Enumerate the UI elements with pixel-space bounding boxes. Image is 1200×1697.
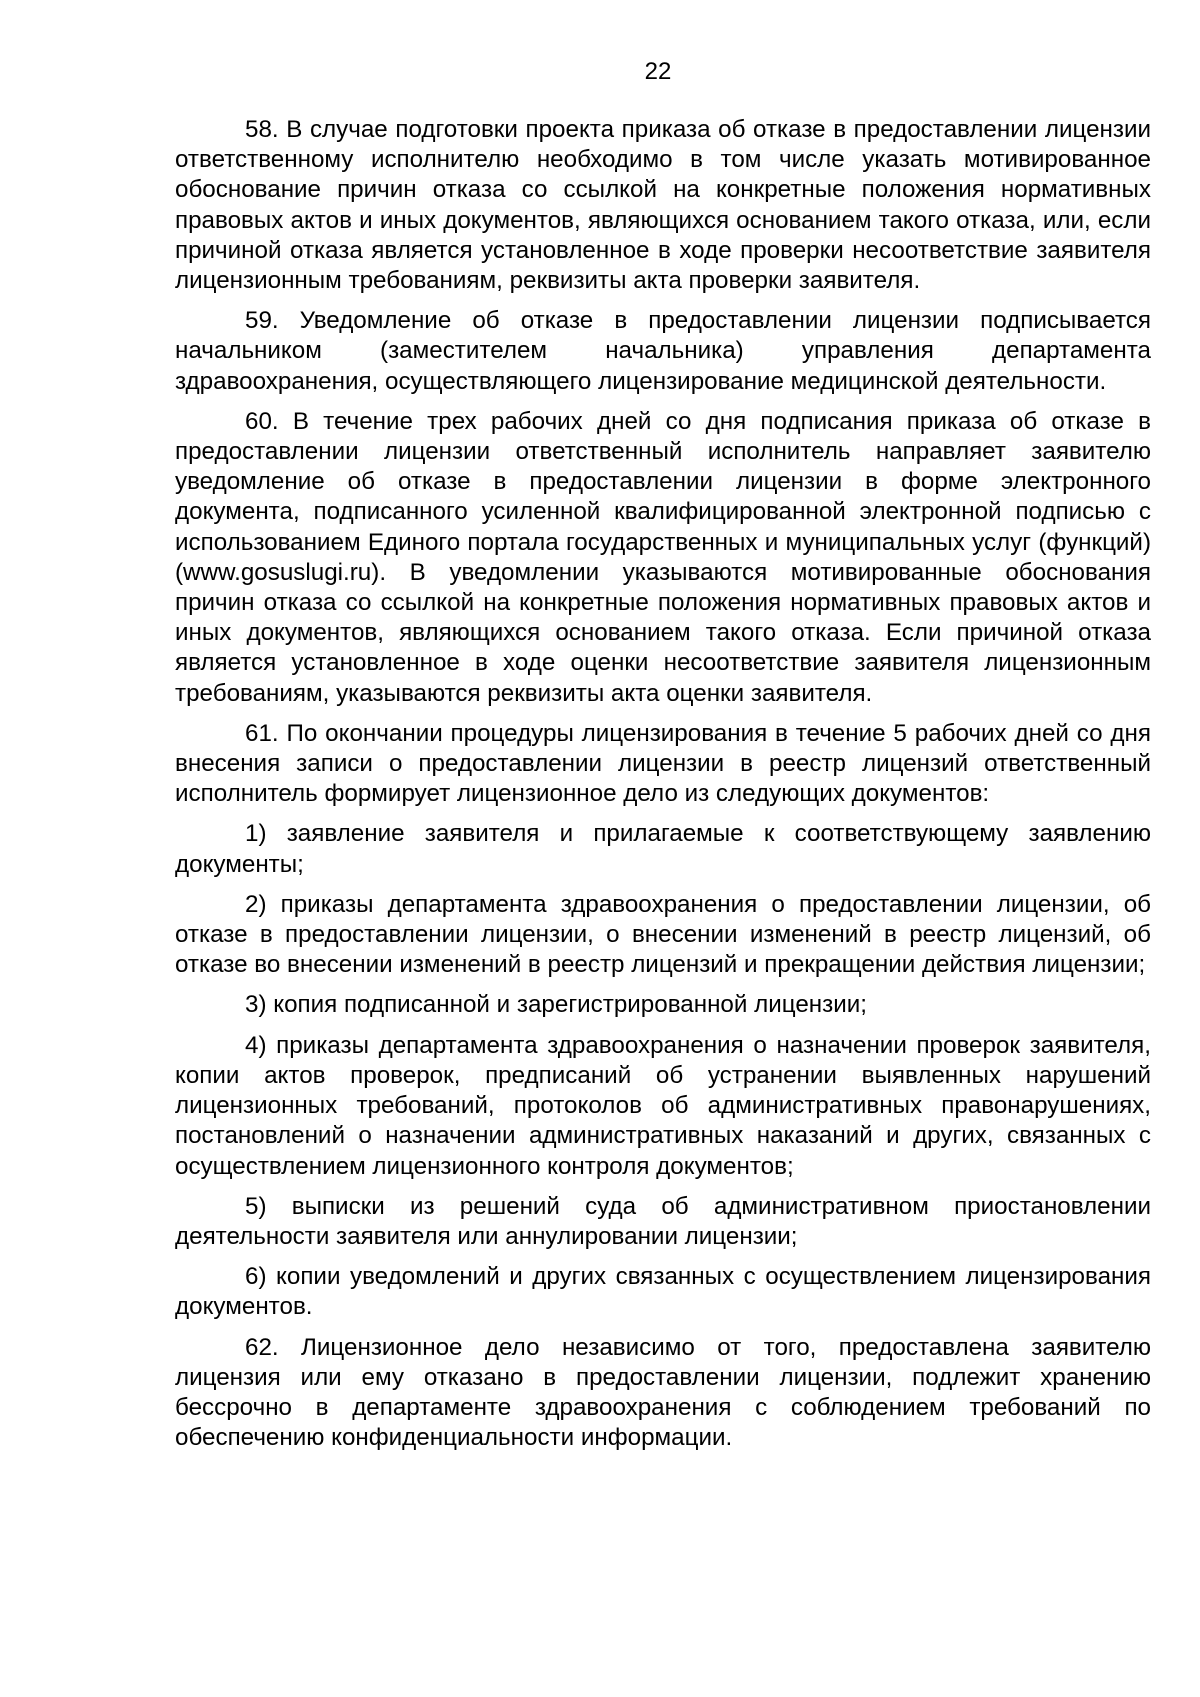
paragraph-59: 59. Уведомление об отказе в предоставлении лицензии подписывается начальником (заместителем начальника) управления департамента здравоохранения, осуществляющего лицензирование медицинской деятельности. bbox=[175, 307, 1151, 395]
paragraph-60: 60. В течение трех рабочих дней со дня подписания приказа об отказе в предоставлении лицензии ответственный исполнитель направляет заявителю уведомление об отказе в предоставлении лицензии в форме электронного документа, подписанного усиленной квалифицированной электронной подписью с использованием Единого портала государственных и муниципальных услуг (функций) (www.gosuslugi.ru). В уведомлении указываются мотивированные обоснования причин отказа со ссылкой на конкретные положения нормативных правовых актов и иных документов, являющихся основанием такого отказа. Если причиной отказа является установленное в ходе оценки несоответствие заявителя лицензионным требованиям, указываются реквизиты акта оценки заявителя. bbox=[175, 407, 1151, 707]
list-item-5: 5) выписки из решений суда об административном приостановлении деятельности заявителя или аннулировании лицензии; bbox=[175, 1192, 1151, 1250]
document-body bbox=[175, 115, 1151, 1463]
paragraph-61: 61. По окончании процедуры лицензирования в течение 5 рабочих дней со дня внесения записи о предоставлении лицензии в реестр лицензий ответственный исполнитель формирует лицензионное дело из следующих документов: bbox=[175, 719, 1151, 808]
list-item-4: 4) приказы департамента здравоохранения о назначении проверок заявителя, копии актов проверок, предписаний об устранении выявленных нарушений лицензионных требований, протоколов об административных правонарушениях, постановлений о назначении административных наказаний и других, связанных с осуществлением лицензионного контроля документов; bbox=[175, 1031, 1151, 1180]
list-item-3: 3) копия подписанной и зарегистрированной лицензии; bbox=[245, 991, 867, 1019]
list-item-2: 2) приказы департамента здравоохранения о предоставлении лицензии, об отказе в предоставлении лицензии, о внесении изменений в реестр лицензий, об отказе во внесении изменений в реестр лицензий и прекращении действия лицензии; bbox=[175, 890, 1151, 979]
paragraph-62: 62. Лицензионное дело независимо от того, предоставлена заявителю лицензия или ему отказано в предоставлении лицензии, подлежит хранению бессрочно в департаменте здравоохранения с соблюдением требований по обеспечению конфиденциальности информации. bbox=[175, 1333, 1151, 1452]
page-number: 22 bbox=[644, 58, 672, 85]
paragraph-58: 58. В случае подготовки проекта приказа об отказе в предоставлении лицензии ответственному исполнителю необходимо в том числе указать мотивированное обоснование причин отказа со ссылкой на конкретные положения нормативных правовых актов и иных документов, являющихся основанием такого отказа, или, если причиной отказа является установленное в ходе проверки несоответствие заявителя лицензионным требованиям, реквизиты акта проверки заявителя. bbox=[175, 116, 1151, 295]
list-item-1: 1) заявление заявителя и прилагаемые к соответствующему заявлению документы; bbox=[175, 820, 1151, 878]
list-item-6: 6) копии уведомлений и других связанных с осуществлением лицензирования документов. bbox=[175, 1263, 1151, 1321]
